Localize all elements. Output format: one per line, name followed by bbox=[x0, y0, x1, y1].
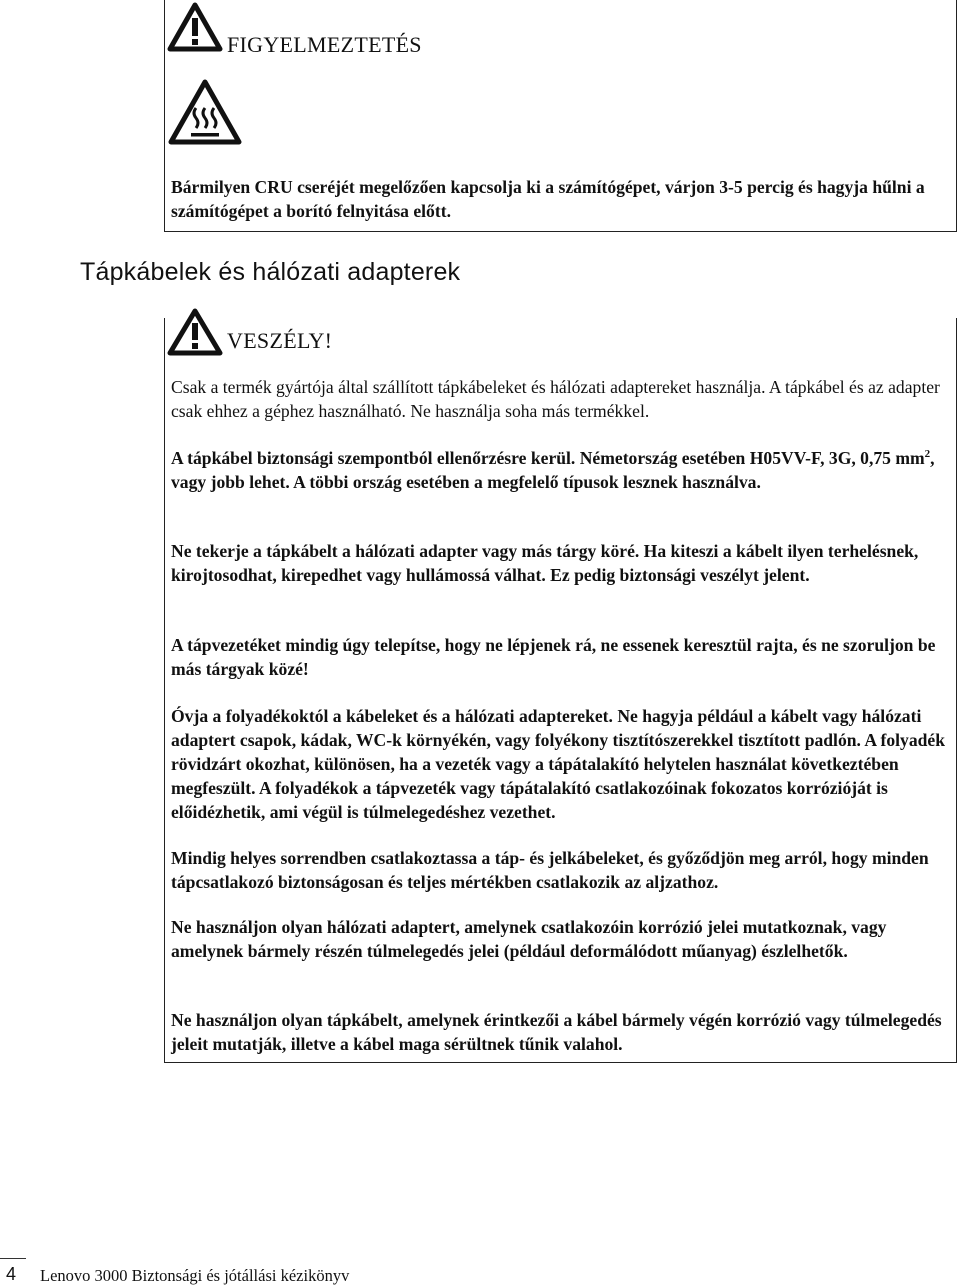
paragraph-corroded-adapter: Ne használjon olyan hálózati adaptert, amelynek csatlakozóin korrózió jelei mutatkoznak, vagy amelynek bármely részén túlmelegedés jelei (például deformálódott műanyag) észlelhetők. bbox=[171, 917, 887, 961]
footer-rule bbox=[0, 1258, 26, 1259]
paragraph-corroded-cable: Ne használjon olyan tápkábelt, amelynek érintkezői a kábel bármely végén korrózió vagy túlmelegedés jeleit mutatják, illetve a kábel maga sérültnek tűnik valahol. bbox=[171, 1010, 942, 1054]
caution-label: FIGYELMEZTETÉS bbox=[227, 32, 422, 57]
paragraph-connection-order: Mindig helyes sorrendben csatlakoztassa a táp- és jelkábeleket, és győződjön meg arról, hogy minden tápcsatlakozó biztonságosan és teljes mértékben csatlakozik az aljzathoz. bbox=[171, 848, 929, 892]
cooldown-warning-text: Bármilyen CRU cseréjét megelőzően kapcsolja ki a számítógépet, várjon 3-5 percig és hagyja hűlni a számítógépet a borító felnyitása előtt. bbox=[171, 177, 925, 221]
danger-label: VESZÉLY! bbox=[227, 328, 333, 353]
warning-triangle-icon bbox=[167, 308, 223, 356]
book-title: Lenovo 3000 Biztonsági és jótállási kézikönyv bbox=[40, 1266, 350, 1285]
cable-spec-superscript: 2 bbox=[924, 448, 931, 461]
paragraph-supplied-cables: Csak a termék gyártója által szállított tápkábeleket és hálózati adaptereket használja. A tápkábel és az adapter csak ehhez a géphez használható. Ne használja soha más termékkel. bbox=[171, 377, 940, 421]
cable-spec-text-b: , vagy jobb lehet. A többi ország esetében a megfelelő típusok lesznek használva. bbox=[171, 448, 935, 492]
hot-surface-icon bbox=[167, 78, 243, 148]
paragraph-cable-spec bbox=[171, 446, 946, 494]
page-number: 4 bbox=[6, 1264, 17, 1284]
paragraph-no-wrapping: Ne tekerje a tápkábelt a hálózati adapter vagy más tárgy köré. Ha kiteszi a kábelt ilyen terhelésnek, kirojtosodhat, kirepedhet vagy hullámossá válhat. Ez pedig biztonsági veszélyt jelent. bbox=[171, 541, 919, 585]
paragraph-cable-routing: A tápvezetéket mindig úgy telepítse, hogy ne lépjenek rá, ne essenek keresztül rajta, és ne szoruljon be más tárgyak közé! bbox=[171, 635, 936, 679]
section-heading: Tápkábelek és hálózati adapterek bbox=[80, 258, 461, 286]
paragraph-liquid-protection: Óvja a folyadékoktól a kábeleket és a hálózati adaptereket. Ne hagyja például a kábelt vagy hálózati adaptert csapok, kádak, WC-k környékén, vagy folyékony tisztítószerekkel tisztított padlón. A folyadék rövidzárt okozhat, különösen, ha a vezeték vagy a tápátalakító helytelen használat következtében megfeszült. A folyadékok a tápvezeték vagy tápátalakító csatlakozóinak fokozatos korrózióját is előidézhetik, ami végül is túlmelegedéshez vezethet. bbox=[171, 706, 946, 822]
cable-spec-text-a: A tápkábel biztonsági szempontból ellenőrzésre kerül. Németország esetében H05VV-F, 3G, 0,75 mm bbox=[171, 448, 925, 468]
warning-triangle-icon bbox=[167, 2, 223, 52]
caution-notice-box bbox=[164, 0, 957, 232]
danger-notice-box bbox=[164, 318, 957, 1063]
